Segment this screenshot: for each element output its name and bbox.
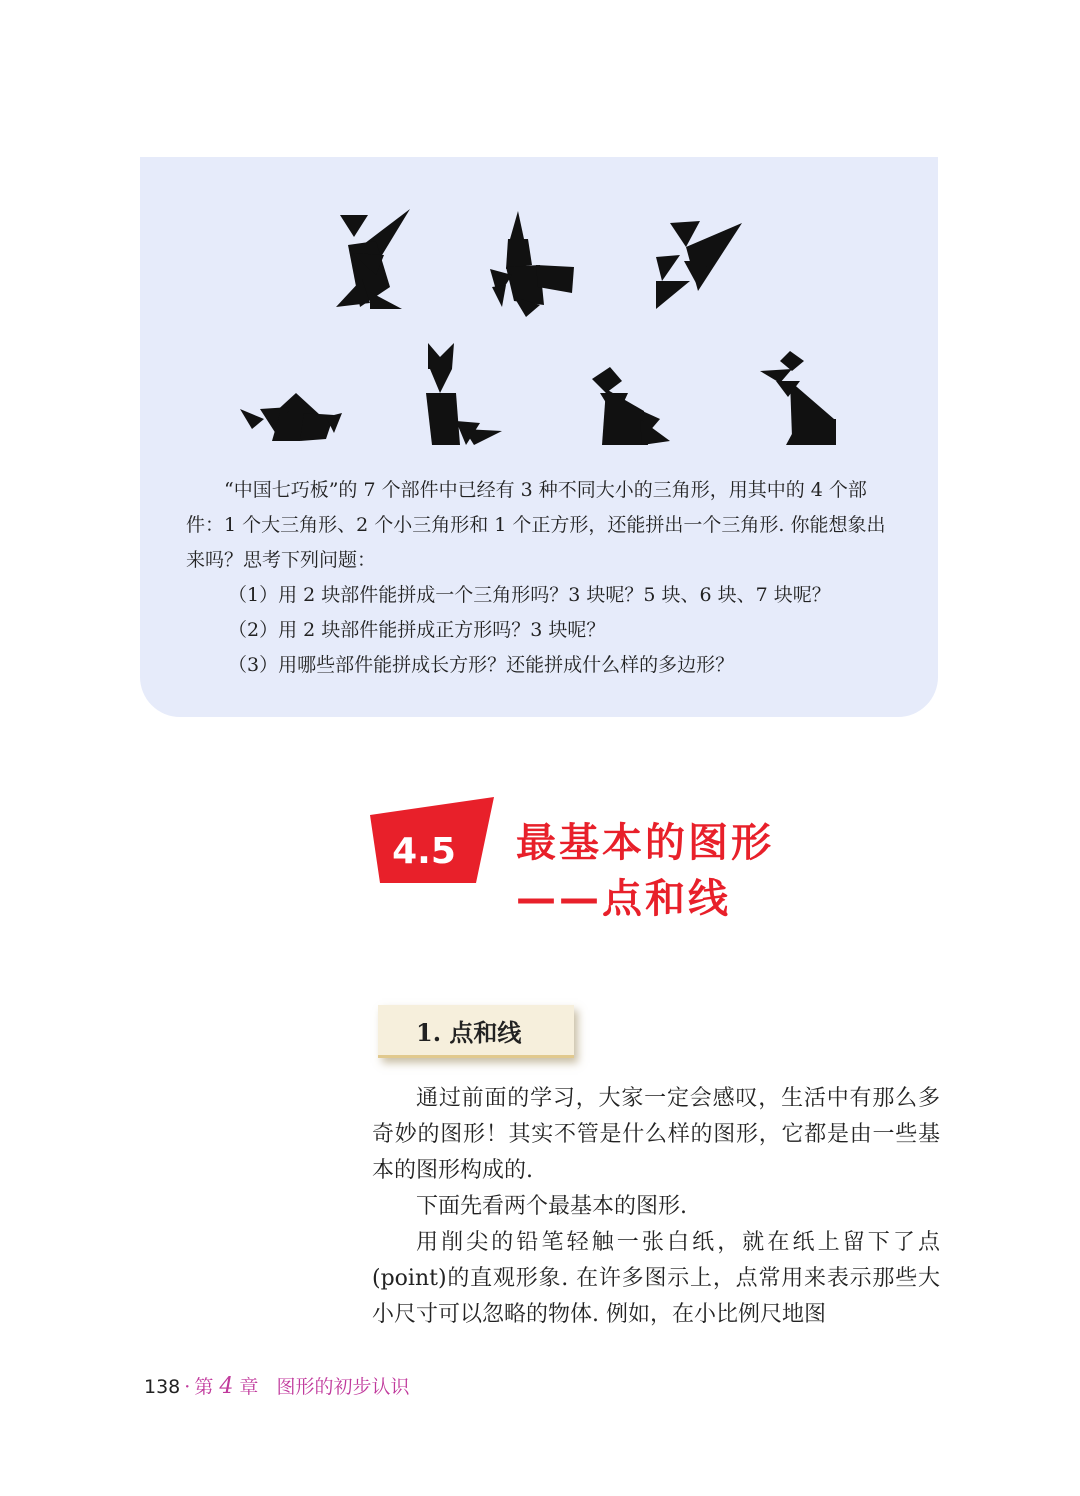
tangram-figure-cat — [426, 343, 502, 445]
chapter-suffix: 章 — [239, 1376, 259, 1398]
tangram-activity-card — [140, 157, 938, 717]
tangram-figure-sitting — [760, 351, 836, 445]
activity-intro: “中国七巧板”的 7 个部件中已经有 3 种不同大小的三角形，用其中的 4 个部件：1 个大三角形、2 个小三角形和 1 个正方形，还能拼出一个三角形. 你能想象出来吗？思考下列问题： — [186, 479, 886, 571]
body-paragraph-3: 用削尖的铅笔轻触一张白纸，就在纸上留下了点(point)的直观形象. 在许多图示上，点常用来表示那些大小尺寸可以忽略的物体. 例如，在小比例尺地图 — [372, 1230, 940, 1327]
subsection-label: 1. 点和线 — [416, 1018, 522, 1047]
tangram-figures — [140, 157, 938, 467]
tangram-figure-teapot — [240, 393, 342, 441]
body-text — [372, 1081, 940, 1333]
chapter-prefix: 第 — [194, 1376, 214, 1398]
footer-separator-dot: · — [184, 1376, 191, 1398]
section-number: 4.5 — [392, 831, 456, 872]
tangram-figure-bird — [656, 221, 742, 309]
chapter-title: 图形的初步认识 — [276, 1376, 410, 1398]
section-number-badge — [370, 797, 494, 883]
activity-question-1: （1）用 2 块部件能拼成一个三角形吗？3 块呢？5 块、6 块、7 块呢？ — [228, 584, 831, 606]
body-paragraph-2: 下面先看两个最基本的图形. — [416, 1194, 687, 1219]
subsection-badge — [378, 1005, 574, 1058]
tangram-figure-dancer — [336, 209, 410, 309]
body-paragraph-1: 通过前面的学习，大家一定会感叹，生活中有那么多奇妙的图形！其实不管是什么样的图形，它都是由一些基本的图形构成的. — [372, 1086, 940, 1183]
page-footer — [144, 1372, 409, 1399]
tangram-figure-runner — [490, 211, 574, 317]
page-number: 138 — [144, 1376, 181, 1398]
chapter-label — [194, 1376, 258, 1398]
activity-question-2: （2）用 2 块部件能拼成正方形吗？3 块呢？ — [228, 619, 606, 641]
tangram-figure-kneeling — [592, 367, 670, 445]
section-title — [516, 815, 774, 927]
activity-question-3: （3）用哪些部件能拼成长方形？还能拼成什么样的多边形？ — [228, 654, 735, 676]
section-title-line1: 最基本的图形 — [516, 820, 774, 866]
activity-text — [186, 473, 902, 683]
chapter-number: 4 — [219, 1374, 234, 1399]
section-title-line2: ——点和线 — [516, 876, 731, 922]
